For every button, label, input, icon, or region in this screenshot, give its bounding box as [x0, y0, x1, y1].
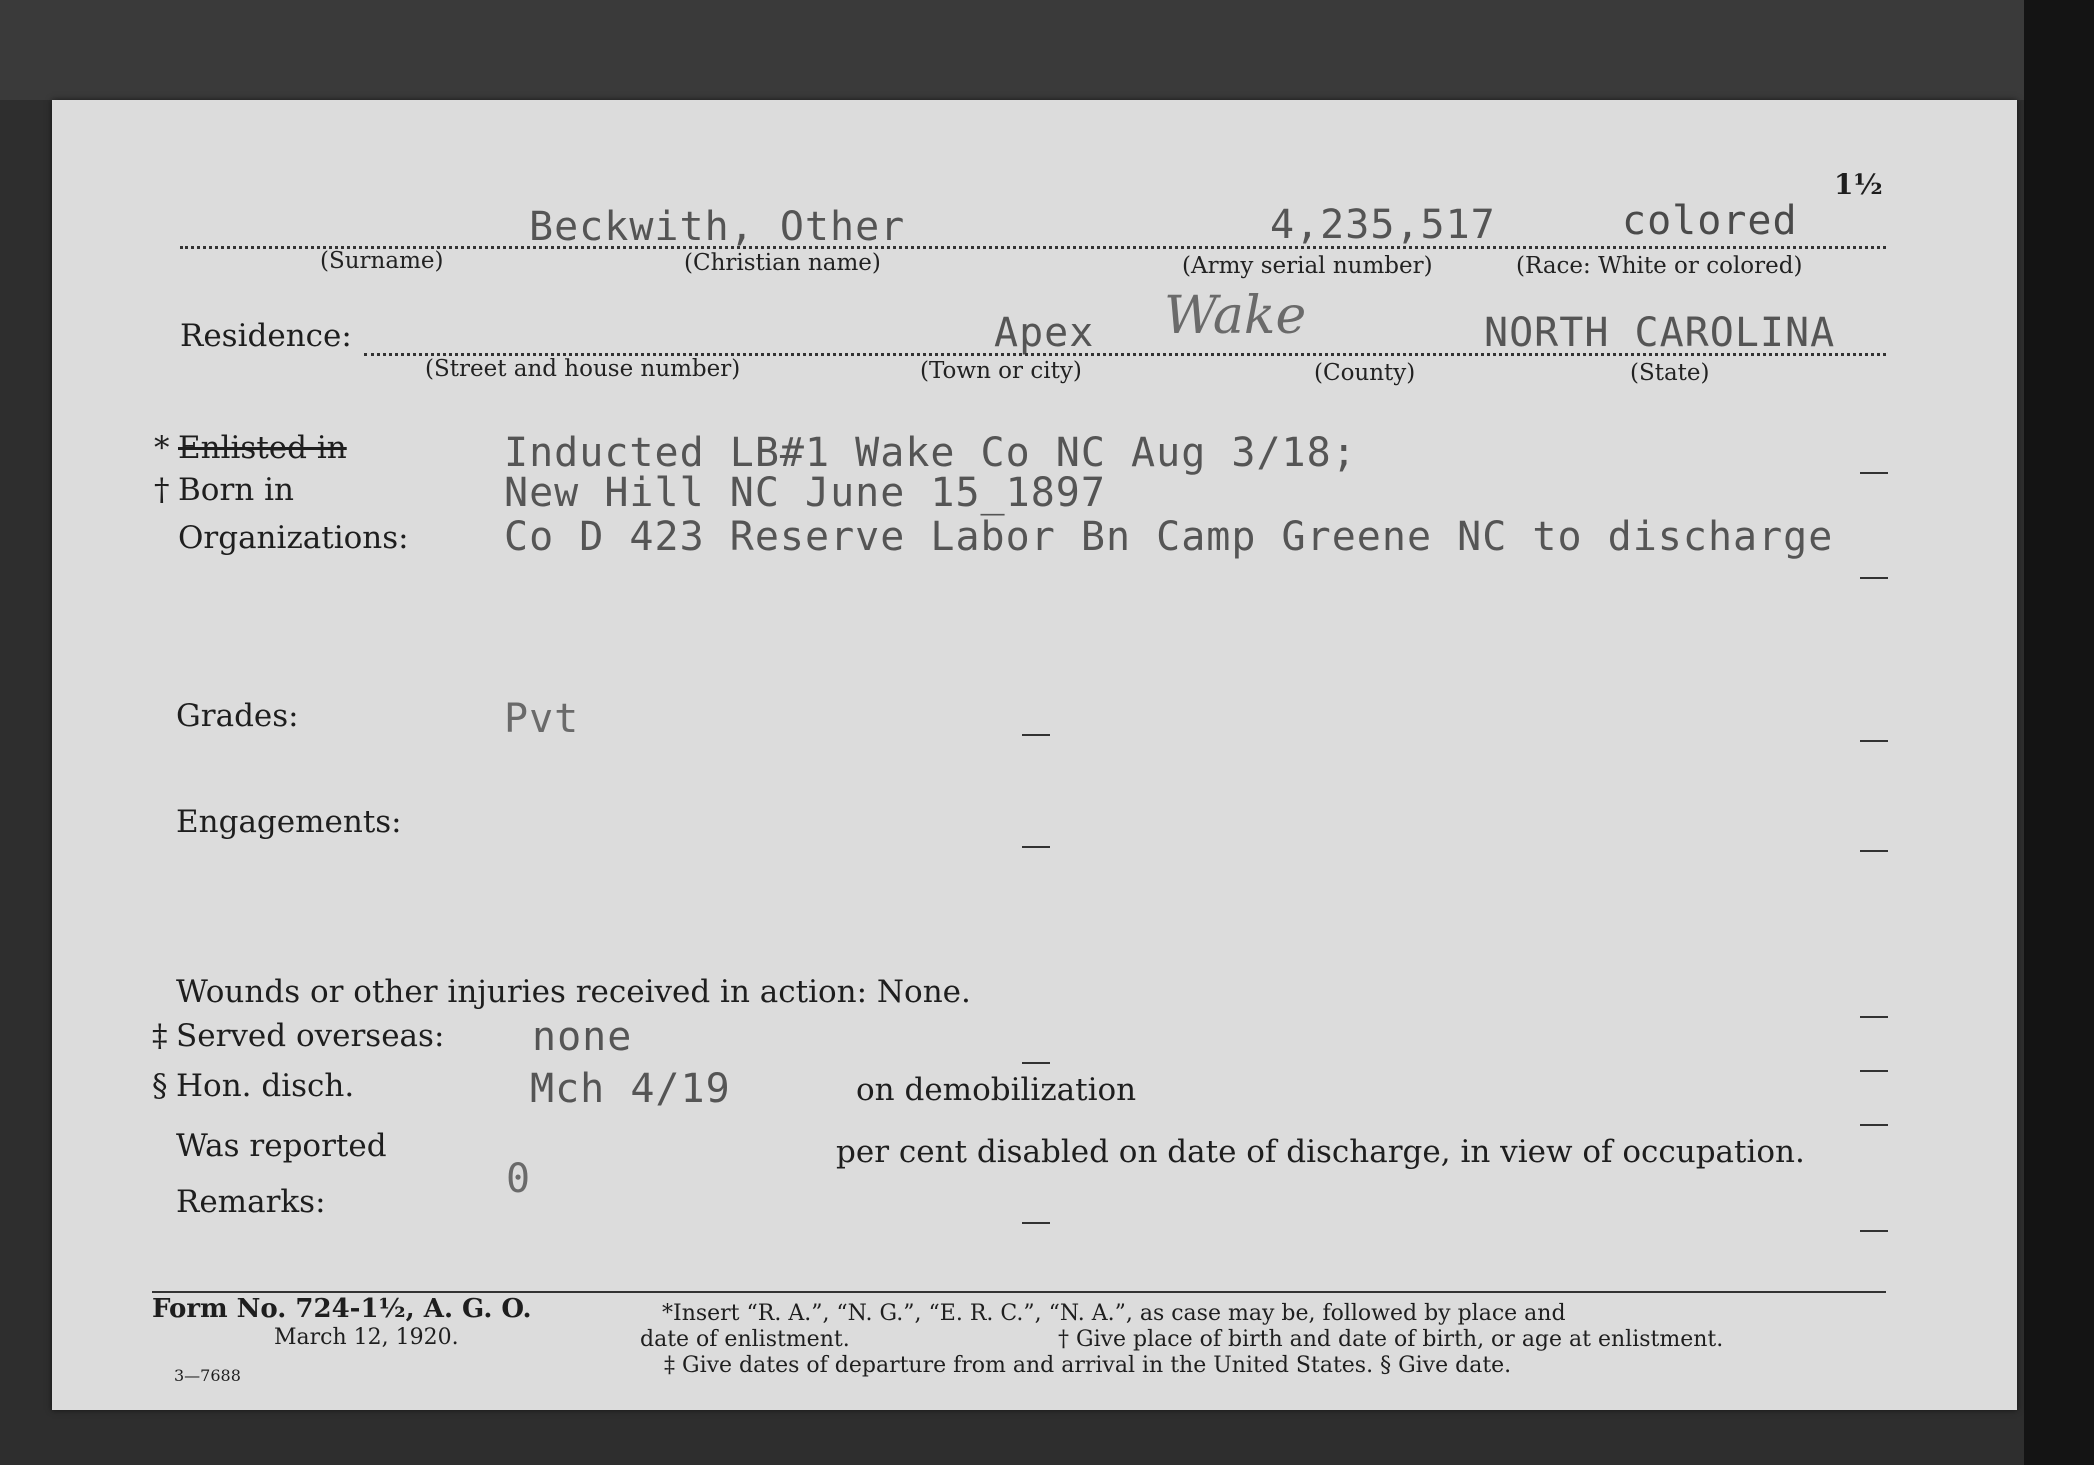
enlisted-value: Inducted LB#1 Wake Co NC Aug 3/18;: [504, 430, 1357, 476]
state-caption: (State): [1630, 360, 1710, 386]
organizations-dash: [1860, 577, 1888, 579]
enlisted-dash: [1860, 472, 1888, 474]
overseas-mark: ‡: [152, 1018, 168, 1054]
footnote-line-1: *Insert “R. A.”, “N. G.”, “E. R. C.”, “N. A.”, as case may be, followed by place and: [662, 1301, 1566, 1326]
overseas-label: Served overseas:: [176, 1018, 445, 1054]
discharge-dash: [1860, 1124, 1888, 1126]
reported-value: 0: [506, 1156, 532, 1202]
street-caption: (Street and house number): [425, 356, 741, 382]
form-date: March 12, 1920.: [274, 1325, 459, 1350]
town-caption: (Town or city): [920, 358, 1082, 384]
christian-name-caption: (Christian name): [684, 250, 881, 276]
footnote-line-3: ‡ Give dates of departure from and arrival in the United States. § Give date.: [664, 1353, 1512, 1378]
race-caption: (Race: White or colored): [1516, 253, 1803, 279]
grades-dash-right: [1860, 740, 1888, 742]
footer-rule: [152, 1291, 1886, 1293]
corner-mark: 1½: [1834, 168, 1883, 201]
discharge-mark: §: [152, 1068, 168, 1104]
grades-dash-mid: [1022, 734, 1050, 736]
wounds-label: Wounds or other injuries received in action: None.: [176, 974, 971, 1010]
remarks-dash-mid: [1022, 1222, 1050, 1224]
surname-caption: (Surname): [320, 248, 444, 274]
born-mark: †: [154, 472, 170, 508]
organizations-label: Organizations:: [178, 520, 409, 556]
engagements-dash-mid: [1022, 846, 1050, 848]
discharge-value: Mch 4/19: [530, 1066, 731, 1112]
discharge-note: on demobilization: [856, 1072, 1137, 1108]
county-value: Wake: [1164, 286, 1307, 346]
enlisted-mark: *: [154, 430, 170, 466]
scan-background-top: [0, 0, 2094, 100]
race-value: colored: [1622, 198, 1798, 244]
service-record-card: [52, 100, 2017, 1410]
grades-value: Pvt: [504, 696, 580, 742]
footnote-line-2b: † Give place of birth and date of birth, or age at enlistment.: [1058, 1327, 1724, 1352]
residence-label: Residence:: [180, 318, 352, 354]
born-label: Born in: [178, 472, 294, 508]
overseas-value: none: [532, 1014, 633, 1060]
name-value: Beckwith, Other: [529, 204, 906, 250]
overseas-dash-mid: [1022, 1062, 1050, 1064]
footnote-line-2a: date of enlistment.: [640, 1327, 850, 1352]
organizations-value: Co D 423 Reserve Labor Bn Camp Greene NC to discharge: [504, 514, 1834, 560]
wounds-dash: [1860, 1016, 1888, 1018]
state-value: NORTH CAROLINA: [1484, 310, 1836, 356]
serial-caption: (Army serial number): [1182, 253, 1433, 279]
serial-value: 4,235,517: [1270, 202, 1496, 248]
overseas-dash-right: [1860, 1070, 1888, 1072]
engagements-label: Engagements:: [176, 804, 402, 840]
reported-note: per cent disabled on date of discharge, in view of occupation.: [836, 1134, 1805, 1170]
print-code: 3—7688: [174, 1366, 241, 1385]
born-value: New Hill NC June 15_1897: [504, 470, 1106, 516]
county-caption: (County): [1314, 360, 1416, 386]
remarks-dash-right: [1860, 1230, 1888, 1232]
grades-label: Grades:: [176, 698, 299, 734]
scan-background-right: [2024, 0, 2094, 1465]
discharge-label: Hon. disch.: [176, 1068, 355, 1104]
enlisted-label: Enlisted in: [178, 430, 347, 466]
reported-label: Was reported: [176, 1128, 387, 1164]
remarks-label: Remarks:: [176, 1184, 326, 1220]
engagements-dash-right: [1860, 850, 1888, 852]
form-number: Form No. 724-1½, A. G. O.: [152, 1294, 532, 1324]
town-value: Apex: [994, 310, 1095, 356]
